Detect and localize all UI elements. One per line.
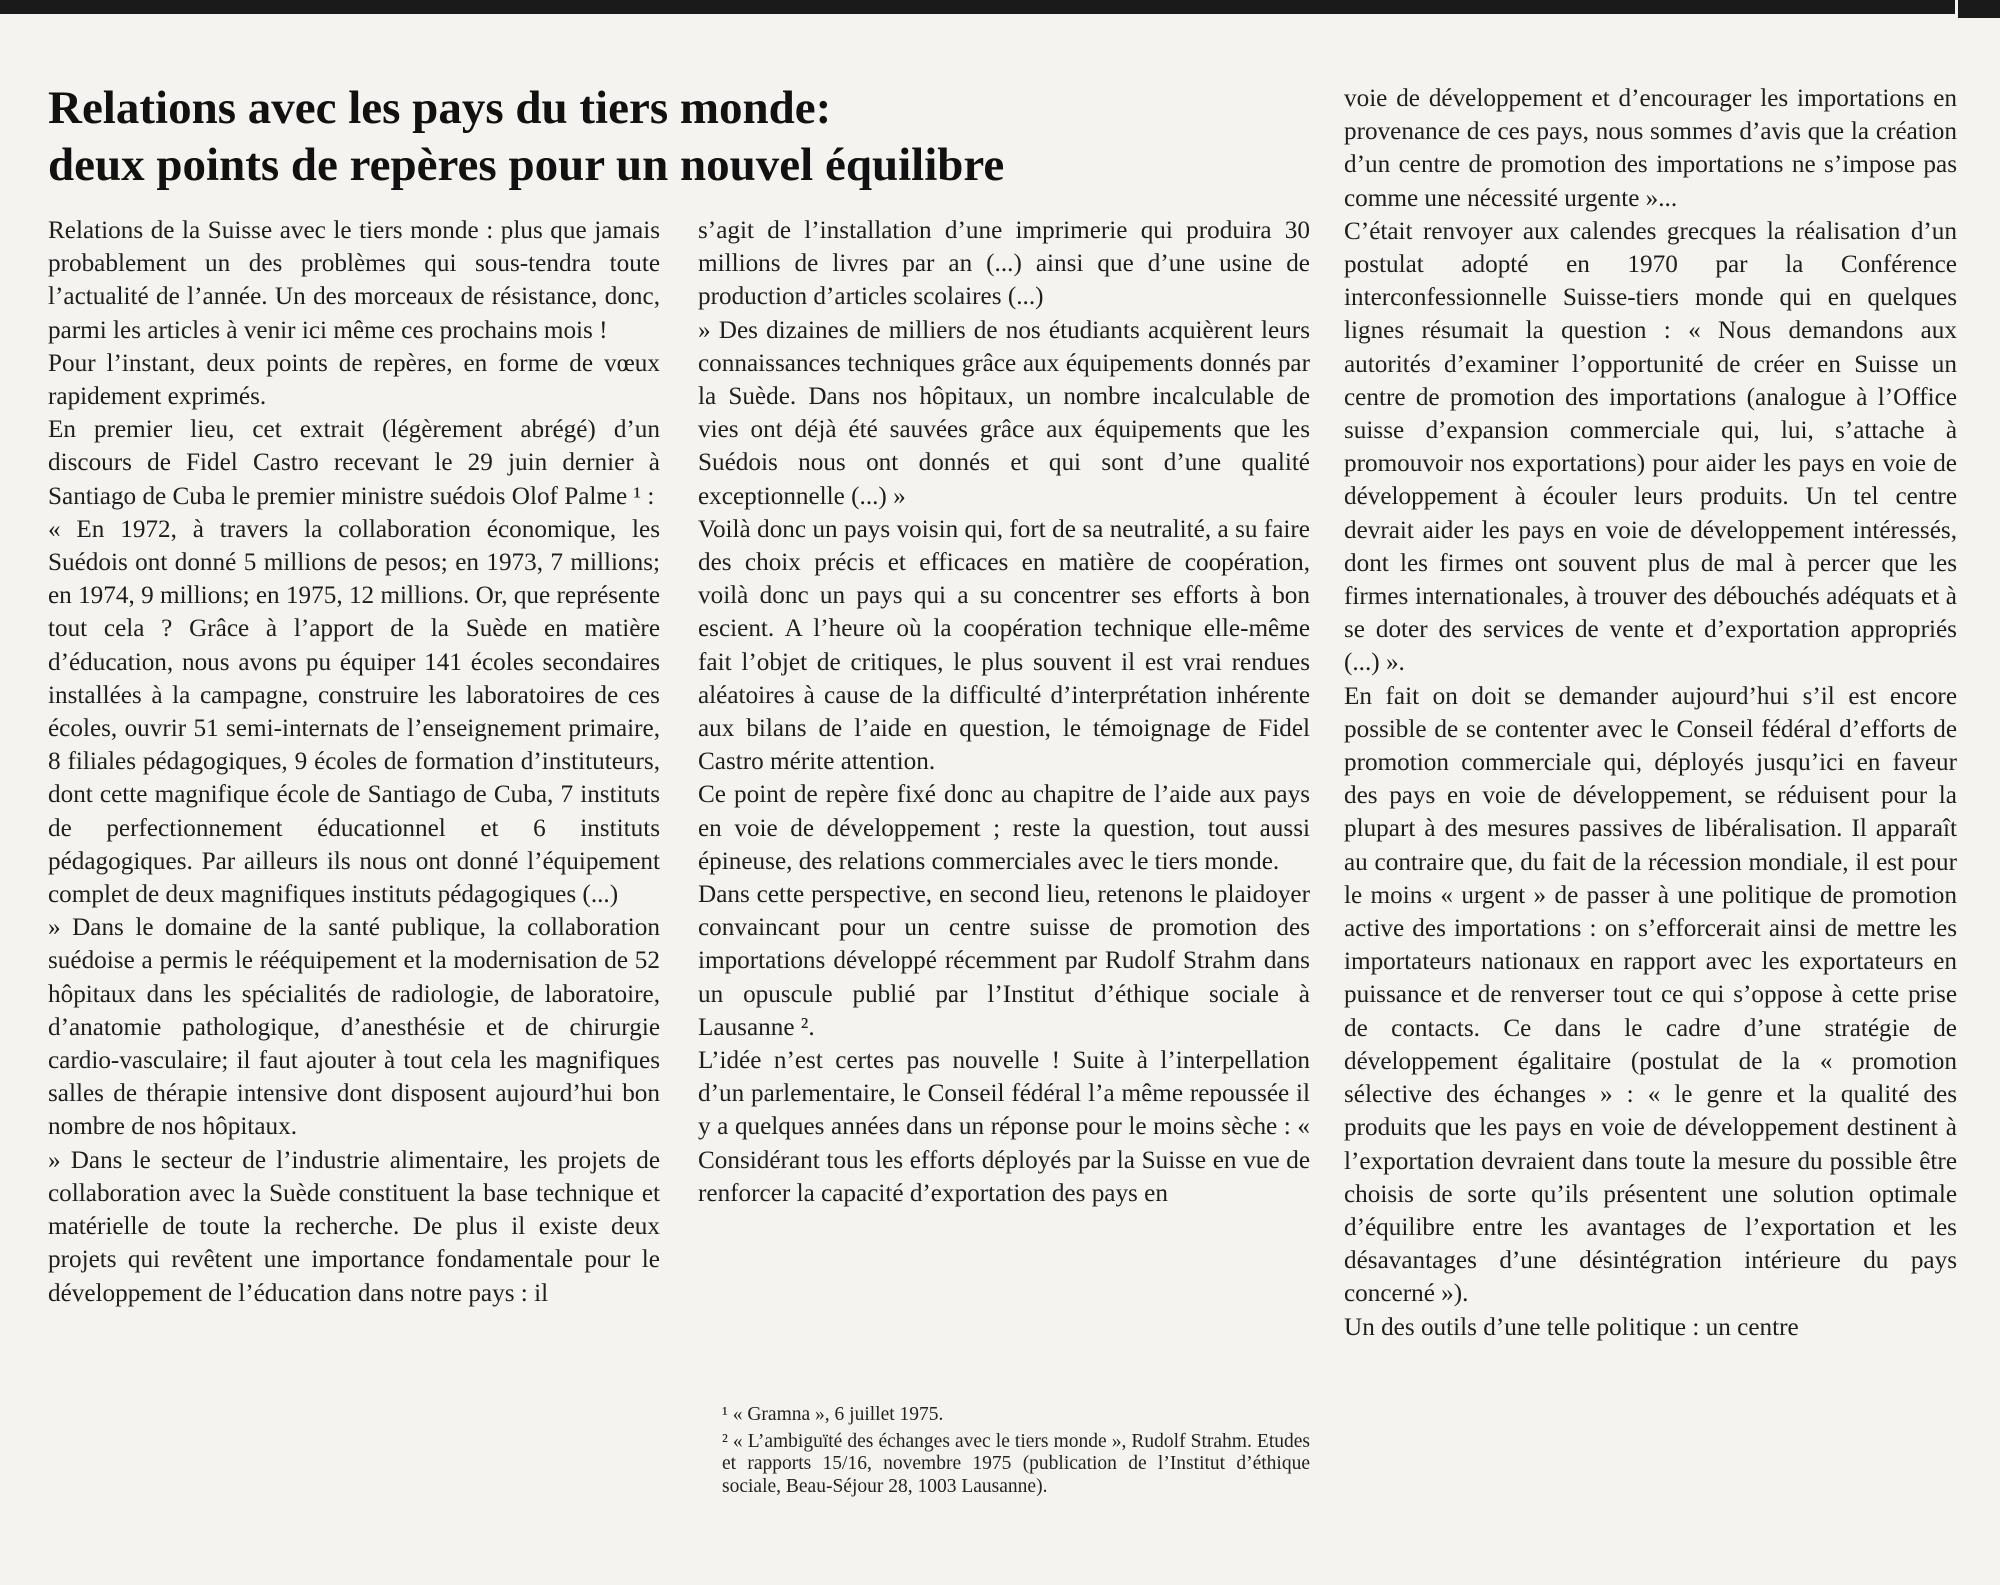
title-line-1: Relations avec les pays du tiers monde: — [48, 82, 832, 134]
paragraph: Ce point de repère fixé donc au chapitre de l’aide aux pays en voie de développement ; reste la question, tout aussi épineuse, des relations commerciales avec le tiers monde. — [698, 781, 1310, 875]
paragraph: Pour l’instant, deux points de repères, en forme de vœux rapidement exprimés. — [48, 349, 660, 411]
article-column-3 — [1344, 82, 1957, 1344]
footnote: ² « L’ambiguïté des échanges avec le tiers monde », Rudolf Strahm. Etudes et rapports 15/16, novembre 1975 (publication de l’Institut d’éthique sociale, Beau-Séjour 28, 1003 Lausanne). — [722, 1430, 1310, 1497]
title-line-2: deux points de repères pour un nouvel équilibre — [48, 139, 1005, 191]
paragraph: voie de développement et d’encourager les importations en provenance de ces pays, nous sommes d’avis que la création d’un centre de promotion des importations ne s’impose pas comme une nécessité urgente »... — [1344, 85, 1957, 212]
paragraph: » Des dizaines de milliers de nos étudiants acquièrent leurs connaissances techniques grâce aux équipements donnés par la Suède. Dans nos hôpitaux, un nombre incalculable de vies ont déjà été sauvées grâce aux équipements que les Suédois nous ont donnés et qui sont d’une qualité exceptionnelle (...) » — [698, 316, 1310, 510]
paragraph: Voilà donc un pays voisin qui, fort de sa neutralité, a su faire des choix précis et efficaces en matière de coopération, voilà donc un pays qui a su concentrer ses efforts à bon escient. A l’heure où la coopération technique elle-même fait l’objet de critiques, le plus souvent il est vrai rendues aléatoires à cause de la difficulté d’interprétation inhérente aux bilans de l’aide en question, le témoignage de Fidel Castro mérite attention. — [698, 515, 1310, 776]
paragraph: Dans cette perspective, en second lieu, retenons le plaidoyer convaincant pour un centre suisse de promotion des importations développé récemment par Rudolf Strahm dans un opuscule publié par l’Institut d’éthique sociale à Lausanne ². — [698, 881, 1310, 1041]
paragraph: En fait on doit se demander aujourd’hui s’il est encore possible de se contenter avec le Conseil fédéral d’efforts de promotion commerciale qui, déployés jusqu’ici en faveur des pays en voie de développement, se réduisent pour la plupart à des mesures passives de libéralisation. Il apparaît au contraire que, du fait de la récession mondiale, il est pour le moins « urgent » de passer à une politique de promotion active des importations : on s’efforcerait ainsi de mettre les importateurs nationaux en rapport avec les exportateurs en puissance et de renverser tout ce qui s’oppose à cette prise de contacts. Ce dans le cadre d’une stratégie de développement égalitaire (postulat de la « promotion sélective des échanges » : « le genre et la qualité des produits que les pays en voie de développement destinent à l’exportation devraient dans toute la mesure du possible être choisis de sorte qu’ils présentent une solution optimale d’équilibre entre les avantages de l’exportation et les désavantages d’une désintégration intérieure du pays concerné »). — [1344, 682, 1957, 1308]
article-column-2 — [698, 214, 1310, 1210]
footnote: ¹ « Gramna », 6 juillet 1975. — [722, 1404, 944, 1425]
page-top-border — [0, 0, 1955, 14]
article-column-1 — [48, 214, 660, 1310]
paragraph: Relations de la Suisse avec le tiers monde : plus que jamais probablement un des problèmes qui sous-tendra toute l’actualité de l’année. Un des morceaux de résistance, donc, parmi les articles à venir ici même ces prochains mois ! — [48, 217, 660, 344]
paragraph: » Dans le secteur de l’industrie alimentaire, les projets de collaboration avec la Suède constituent la base technique et matérielle de toute la recherche. De plus il existe deux projets qui revêtent une importance fondamentale pour le développement de l’éducation dans notre pays : il — [48, 1146, 660, 1307]
paragraph: » Dans le domaine de la santé publique, la collaboration suédoise a permis le rééquipement et la modernisation de 52 hôpitaux dans les spécialités de radiologie, de laboratoire, d’anatomie pathologique, d’anesthésie et de chirurgie cardio-vasculaire; il faut ajouter à tout cela les magnifiques salles de thérapie intensive dont disposent aujourd’hui bon nombre de nos hôpitaux. — [48, 914, 660, 1141]
paragraph: s’agit de l’installation d’une imprimerie qui produira 30 millions de livres par an (...) ainsi que d’une usine de production d’articles scolaires (...) — [698, 217, 1310, 311]
paragraph: C’était renvoyer aux calendes grecques la réalisation d’un postulat adopté en 1970 par la Conférence interconfessionnelle Suisse-tiers monde qui en quelques lignes résumait la question : « Nous demandons aux autorités d’examiner l’opportunité de créer en Suisse un centre de promotion des importations (analogue à l’Office suisse d’expansion commerciale qui, lui, s’attache à promouvoir nos exportations) pour aider les pays en voie de développement à écouler leurs produits. Un tel centre devrait aider les pays en voie de développement intéressés, dont les firmes ont souvent plus de mal à percer que les firmes internationales, à trouver des débouchés adéquats et à se doter des services de vente et d’exportation appropriés (...) ». — [1344, 217, 1957, 677]
paragraph: En premier lieu, cet extrait (légèrement abrégé) d’un discours de Fidel Castro recevant le 29 juin dernier à Santiago de Cuba le premier ministre suédois Olof Palme ¹ : — [48, 416, 660, 510]
footnotes — [722, 1404, 1310, 1502]
paragraph: L’idée n’est certes pas nouvelle ! Suite à l’interpellation d’un parlementaire, le Conseil fédéral l’a même repoussée il y a quelques années dans un réponse pour le moins sèche : « Considérant tous les efforts déployés par la Suisse en vue de renforcer la capacité d’exportation des pays en — [698, 1047, 1310, 1207]
article-title — [48, 80, 1308, 194]
paragraph: Un des outils d’une telle politique : un centre — [1344, 1313, 1799, 1341]
paragraph: « En 1972, à travers la collaboration économique, les Suédois ont donné 5 millions de pesos; en 1973, 7 millions; en 1974, 9 millions; en 1975, 12 millions. Or, que représente tout cela ? Grâce à l’apport de la Suède en matière d’éducation, nous avons pu équiper 141 écoles secondaires installées à la campagne, construire les laboratoires de ces écoles, ouvrir 51 semi-internats de l’enseignement primaire, 8 filiales pédagogiques, 9 écoles de formation d’instituteurs, dont cette magnifique école de Santiago de Cuba, 7 instituts de perfectionnement éducationnel et 6 instituts pédagogiques. Par ailleurs ils nous ont donné l’équipement complet de deux magnifiques instituts pédagogiques (...) — [48, 515, 660, 909]
page-corner-mark — [1958, 0, 2000, 18]
